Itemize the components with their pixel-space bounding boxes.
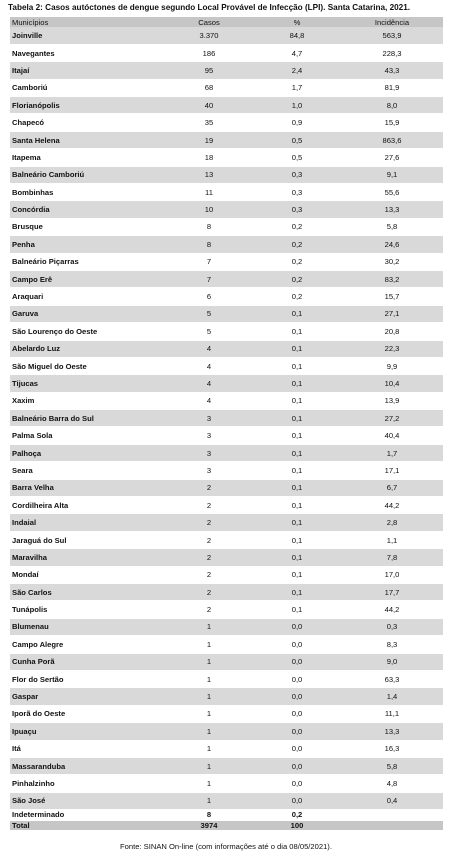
percent-cell: 0,3 <box>253 201 341 218</box>
table-row <box>10 757 443 774</box>
percent-cell: 0,2 <box>253 253 341 270</box>
table-row <box>10 497 443 514</box>
percent-cell: 0,1 <box>253 427 341 444</box>
casos-cell: 3.370 <box>165 27 253 44</box>
municipio-cell: Indaial <box>10 514 165 531</box>
incidencia-cell: 13,9 <box>341 392 443 409</box>
table-row <box>10 114 443 131</box>
incidencia-cell: 44,2 <box>341 497 443 514</box>
table-row <box>10 201 443 218</box>
casos-cell: 1 <box>165 636 253 653</box>
municipio-cell: Santa Helena <box>10 131 165 148</box>
municipio-cell: Abelardo Luz <box>10 340 165 357</box>
casos-cell: 10 <box>165 201 253 218</box>
casos-cell: 6 <box>165 288 253 305</box>
casos-cell: 4 <box>165 357 253 374</box>
municipio-cell: Cordilheira Alta <box>10 497 165 514</box>
percent-cell: 0,1 <box>253 601 341 618</box>
casos-cell: 11 <box>165 184 253 201</box>
casos-cell: 2 <box>165 497 253 514</box>
casos-cell: 2 <box>165 601 253 618</box>
incidencia-cell: 22,3 <box>341 340 443 357</box>
municipio-cell: Barra Velha <box>10 479 165 496</box>
incidencia-cell: 17,0 <box>341 566 443 583</box>
percent-cell: 0,1 <box>253 514 341 531</box>
table-row <box>10 444 443 461</box>
casos-cell: 1 <box>165 670 253 687</box>
municipio-cell: Joinville <box>10 27 165 44</box>
table-row <box>10 618 443 635</box>
table-row <box>10 340 443 357</box>
municipio-cell: Balneário Barra do Sul <box>10 410 165 427</box>
table-row <box>10 79 443 96</box>
percent-cell: 0,0 <box>253 792 341 809</box>
incidencia-cell: 30,2 <box>341 253 443 270</box>
casos-cell: 8 <box>165 218 253 235</box>
percent-cell: 0,1 <box>253 323 341 340</box>
casos-cell: 3974 <box>165 820 253 831</box>
incidencia-cell: 6,7 <box>341 479 443 496</box>
municipio-cell: Navegantes <box>10 44 165 61</box>
incidencia-cell: 20,8 <box>341 323 443 340</box>
municipio-cell: Maravilha <box>10 549 165 566</box>
municipio-cell: Penha <box>10 236 165 253</box>
table-header-row <box>10 17 443 27</box>
table-row <box>10 27 443 44</box>
incidencia-cell: 17,7 <box>341 584 443 601</box>
table-row <box>10 514 443 531</box>
incidencia-cell: 9,9 <box>341 357 443 374</box>
casos-cell: 1 <box>165 705 253 722</box>
table-row <box>10 549 443 566</box>
incidencia-cell: 44,2 <box>341 601 443 618</box>
incidencia-cell: 5,8 <box>341 218 443 235</box>
municipio-cell: Campo Alegre <box>10 636 165 653</box>
table-row <box>10 775 443 792</box>
casos-cell: 4 <box>165 375 253 392</box>
incidencia-cell: 81,9 <box>341 79 443 96</box>
incidencia-cell: 13,3 <box>341 201 443 218</box>
percent-cell: 0,0 <box>253 723 341 740</box>
table-row <box>10 584 443 601</box>
incidencia-cell: 27,2 <box>341 410 443 427</box>
percent-cell: 100 <box>253 820 341 831</box>
casos-cell: 35 <box>165 114 253 131</box>
incidencia-cell: 24,6 <box>341 236 443 253</box>
table-row <box>10 375 443 392</box>
percent-cell: 0,5 <box>253 131 341 148</box>
municipio-cell: Concórdia <box>10 201 165 218</box>
incidencia-cell: 17,1 <box>341 462 443 479</box>
municipio-cell: Iporã do Oeste <box>10 705 165 722</box>
incidencia-cell: 863,6 <box>341 131 443 148</box>
incidencia-cell: 43,3 <box>341 62 443 79</box>
incidencia-cell: 8,0 <box>341 97 443 114</box>
percent-cell: 0,1 <box>253 410 341 427</box>
casos-cell: 13 <box>165 166 253 183</box>
percent-cell: 0,0 <box>253 636 341 653</box>
casos-cell: 7 <box>165 270 253 287</box>
municipio-cell: Pinhalzinho <box>10 775 165 792</box>
municipio-cell: Gaspar <box>10 688 165 705</box>
municipio-cell: Massaranduba <box>10 757 165 774</box>
municipio-cell: São Miguel do Oeste <box>10 357 165 374</box>
source-note: Fonte: SINAN On-line (com informações até o dia 08/05/2021). <box>120 842 332 851</box>
table-row <box>10 723 443 740</box>
incidencia-cell: 8,3 <box>341 636 443 653</box>
table-row <box>10 305 443 322</box>
percent-cell: 84,8 <box>253 27 341 44</box>
incidencia-cell: 563,9 <box>341 27 443 44</box>
casos-cell: 1 <box>165 723 253 740</box>
table-row <box>10 392 443 409</box>
incidencia-cell: 4,8 <box>341 775 443 792</box>
municipio-cell: Garuva <box>10 305 165 322</box>
percent-cell: 0,9 <box>253 114 341 131</box>
incidencia-cell: 11,1 <box>341 705 443 722</box>
municipio-cell: Camboriú <box>10 79 165 96</box>
casos-cell: 2 <box>165 531 253 548</box>
municipio-cell: Ipuaçu <box>10 723 165 740</box>
percent-cell: 0,1 <box>253 549 341 566</box>
percent-cell: 0,0 <box>253 705 341 722</box>
municipio-cell: Chapecó <box>10 114 165 131</box>
municipio-cell: Florianópolis <box>10 97 165 114</box>
incidencia-cell: 63,3 <box>341 670 443 687</box>
table-row <box>10 601 443 618</box>
header-casos: Casos <box>165 17 253 27</box>
table-row <box>10 688 443 705</box>
casos-cell: 18 <box>165 149 253 166</box>
incidencia-cell <box>341 810 443 821</box>
municipio-cell: Brusque <box>10 218 165 235</box>
percent-cell: 0,0 <box>253 740 341 757</box>
percent-cell: 0,0 <box>253 670 341 687</box>
percent-cell: 0,1 <box>253 479 341 496</box>
percent-cell: 2,4 <box>253 62 341 79</box>
municipio-cell: Balneário Piçarras <box>10 253 165 270</box>
percent-cell: 0,2 <box>253 810 341 821</box>
casos-cell: 40 <box>165 97 253 114</box>
casos-cell: 8 <box>165 236 253 253</box>
casos-cell: 2 <box>165 514 253 531</box>
incidencia-cell: 1,4 <box>341 688 443 705</box>
casos-cell: 5 <box>165 323 253 340</box>
casos-cell: 2 <box>165 566 253 583</box>
table-row <box>10 44 443 61</box>
casos-cell: 1 <box>165 775 253 792</box>
table-row <box>10 792 443 809</box>
percent-cell: 0,1 <box>253 444 341 461</box>
municipio-cell: Indeterminado <box>10 810 165 821</box>
casos-cell: 3 <box>165 462 253 479</box>
table-row <box>10 97 443 114</box>
casos-cell: 3 <box>165 444 253 461</box>
percent-cell: 1,7 <box>253 79 341 96</box>
percent-cell: 0,1 <box>253 357 341 374</box>
incidencia-cell: 1,7 <box>341 444 443 461</box>
casos-cell: 19 <box>165 131 253 148</box>
percent-cell: 0,2 <box>253 270 341 287</box>
percent-cell: 0,1 <box>253 462 341 479</box>
table-row <box>10 166 443 183</box>
municipio-cell: Itajaí <box>10 62 165 79</box>
casos-cell: 8 <box>165 810 253 821</box>
casos-cell: 95 <box>165 62 253 79</box>
municipio-cell: São Lourenço do Oeste <box>10 323 165 340</box>
table-row <box>10 705 443 722</box>
percent-cell: 0,3 <box>253 184 341 201</box>
table-row <box>10 670 443 687</box>
header-incidencia: Incidência <box>341 17 443 27</box>
incidencia-cell: 9,0 <box>341 653 443 670</box>
casos-cell: 1 <box>165 688 253 705</box>
casos-cell: 68 <box>165 79 253 96</box>
percent-cell: 0,1 <box>253 497 341 514</box>
municipio-cell: Total <box>10 820 165 831</box>
percent-cell: 0,0 <box>253 757 341 774</box>
table-row <box>10 740 443 757</box>
percent-cell: 0,2 <box>253 218 341 235</box>
incidencia-cell: 15,7 <box>341 288 443 305</box>
total-row <box>10 820 443 831</box>
table-row <box>10 236 443 253</box>
casos-cell: 7 <box>165 253 253 270</box>
municipio-cell: Cunha Porã <box>10 653 165 670</box>
municipio-cell: São Carlos <box>10 584 165 601</box>
incidencia-cell: 10,4 <box>341 375 443 392</box>
percent-cell: 0,1 <box>253 392 341 409</box>
municipio-cell: Palhoça <box>10 444 165 461</box>
percent-cell: 0,3 <box>253 166 341 183</box>
incidencia-cell: 5,8 <box>341 757 443 774</box>
casos-cell: 2 <box>165 549 253 566</box>
table-row <box>10 323 443 340</box>
casos-cell: 4 <box>165 340 253 357</box>
incidencia-cell: 27,1 <box>341 305 443 322</box>
casos-cell: 1 <box>165 740 253 757</box>
table-row <box>10 184 443 201</box>
incidencia-cell: 55,6 <box>341 184 443 201</box>
incidencia-cell: 7,8 <box>341 549 443 566</box>
table-row <box>10 636 443 653</box>
percent-cell: 0,1 <box>253 375 341 392</box>
casos-cell: 186 <box>165 44 253 61</box>
header-municipios: Municípios <box>10 17 165 27</box>
percent-cell: 0,0 <box>253 688 341 705</box>
casos-cell: 5 <box>165 305 253 322</box>
municipio-cell: Flor do Sertão <box>10 670 165 687</box>
incidencia-cell: 228,3 <box>341 44 443 61</box>
table-row <box>10 288 443 305</box>
table-row <box>10 479 443 496</box>
table-row <box>10 131 443 148</box>
table-row <box>10 427 443 444</box>
incidencia-cell <box>341 820 443 831</box>
table-row <box>10 357 443 374</box>
incidencia-cell: 13,3 <box>341 723 443 740</box>
table-row <box>10 653 443 670</box>
casos-cell: 3 <box>165 410 253 427</box>
municipio-cell: Araquari <box>10 288 165 305</box>
casos-cell: 3 <box>165 427 253 444</box>
table-row <box>10 149 443 166</box>
casos-cell: 2 <box>165 584 253 601</box>
percent-cell: 0,2 <box>253 236 341 253</box>
table-row <box>10 410 443 427</box>
percent-cell: 0,1 <box>253 566 341 583</box>
municipio-cell: Bombinhas <box>10 184 165 201</box>
municipio-cell: Balneário Camboriú <box>10 166 165 183</box>
percent-cell: 0,1 <box>253 584 341 601</box>
municipio-cell: Seara <box>10 462 165 479</box>
percent-cell: 0,0 <box>253 653 341 670</box>
percent-cell: 0,0 <box>253 618 341 635</box>
casos-cell: 1 <box>165 653 253 670</box>
table-row <box>10 270 443 287</box>
incidencia-cell: 0,4 <box>341 792 443 809</box>
percent-cell: 0,5 <box>253 149 341 166</box>
percent-cell: 1,0 <box>253 97 341 114</box>
casos-cell: 1 <box>165 618 253 635</box>
municipio-cell: Mondaí <box>10 566 165 583</box>
table-body <box>10 27 443 831</box>
incidencia-cell: 27,6 <box>341 149 443 166</box>
percent-cell: 0,1 <box>253 340 341 357</box>
municipio-cell: Itapema <box>10 149 165 166</box>
percent-cell: 0,2 <box>253 288 341 305</box>
incidencia-cell: 2,8 <box>341 514 443 531</box>
table-row <box>10 462 443 479</box>
header-percent: % <box>253 17 341 27</box>
incidencia-cell: 9,1 <box>341 166 443 183</box>
casos-cell: 2 <box>165 479 253 496</box>
municipio-cell: Blumenau <box>10 618 165 635</box>
municipio-cell: Itá <box>10 740 165 757</box>
municipio-cell: Tijucas <box>10 375 165 392</box>
incidencia-cell: 1,1 <box>341 531 443 548</box>
indeterminado-row <box>10 810 443 821</box>
incidencia-cell: 16,3 <box>341 740 443 757</box>
municipio-cell: Jaraguá do Sul <box>10 531 165 548</box>
percent-cell: 0,0 <box>253 775 341 792</box>
table-row <box>10 253 443 270</box>
incidencia-cell: 15,9 <box>341 114 443 131</box>
incidencia-cell: 83,2 <box>341 270 443 287</box>
table-row <box>10 62 443 79</box>
incidencia-cell: 40,4 <box>341 427 443 444</box>
casos-cell: 1 <box>165 792 253 809</box>
table-row <box>10 218 443 235</box>
table-row <box>10 566 443 583</box>
municipio-cell: Palma Sola <box>10 427 165 444</box>
municipio-cell: São José <box>10 792 165 809</box>
dengue-cases-table <box>10 17 443 831</box>
municipio-cell: Campo Erê <box>10 270 165 287</box>
municipio-cell: Tunápolis <box>10 601 165 618</box>
casos-cell: 1 <box>165 757 253 774</box>
incidencia-cell: 0,3 <box>341 618 443 635</box>
table-row <box>10 531 443 548</box>
percent-cell: 0,1 <box>253 531 341 548</box>
percent-cell: 4,7 <box>253 44 341 61</box>
casos-cell: 4 <box>165 392 253 409</box>
municipio-cell: Xaxim <box>10 392 165 409</box>
percent-cell: 0,1 <box>253 305 341 322</box>
table-title: Tabela 2: Casos autóctones de dengue segundo Local Provável de Infecção (LPI). Santa Catarina, 2021. <box>8 3 411 12</box>
